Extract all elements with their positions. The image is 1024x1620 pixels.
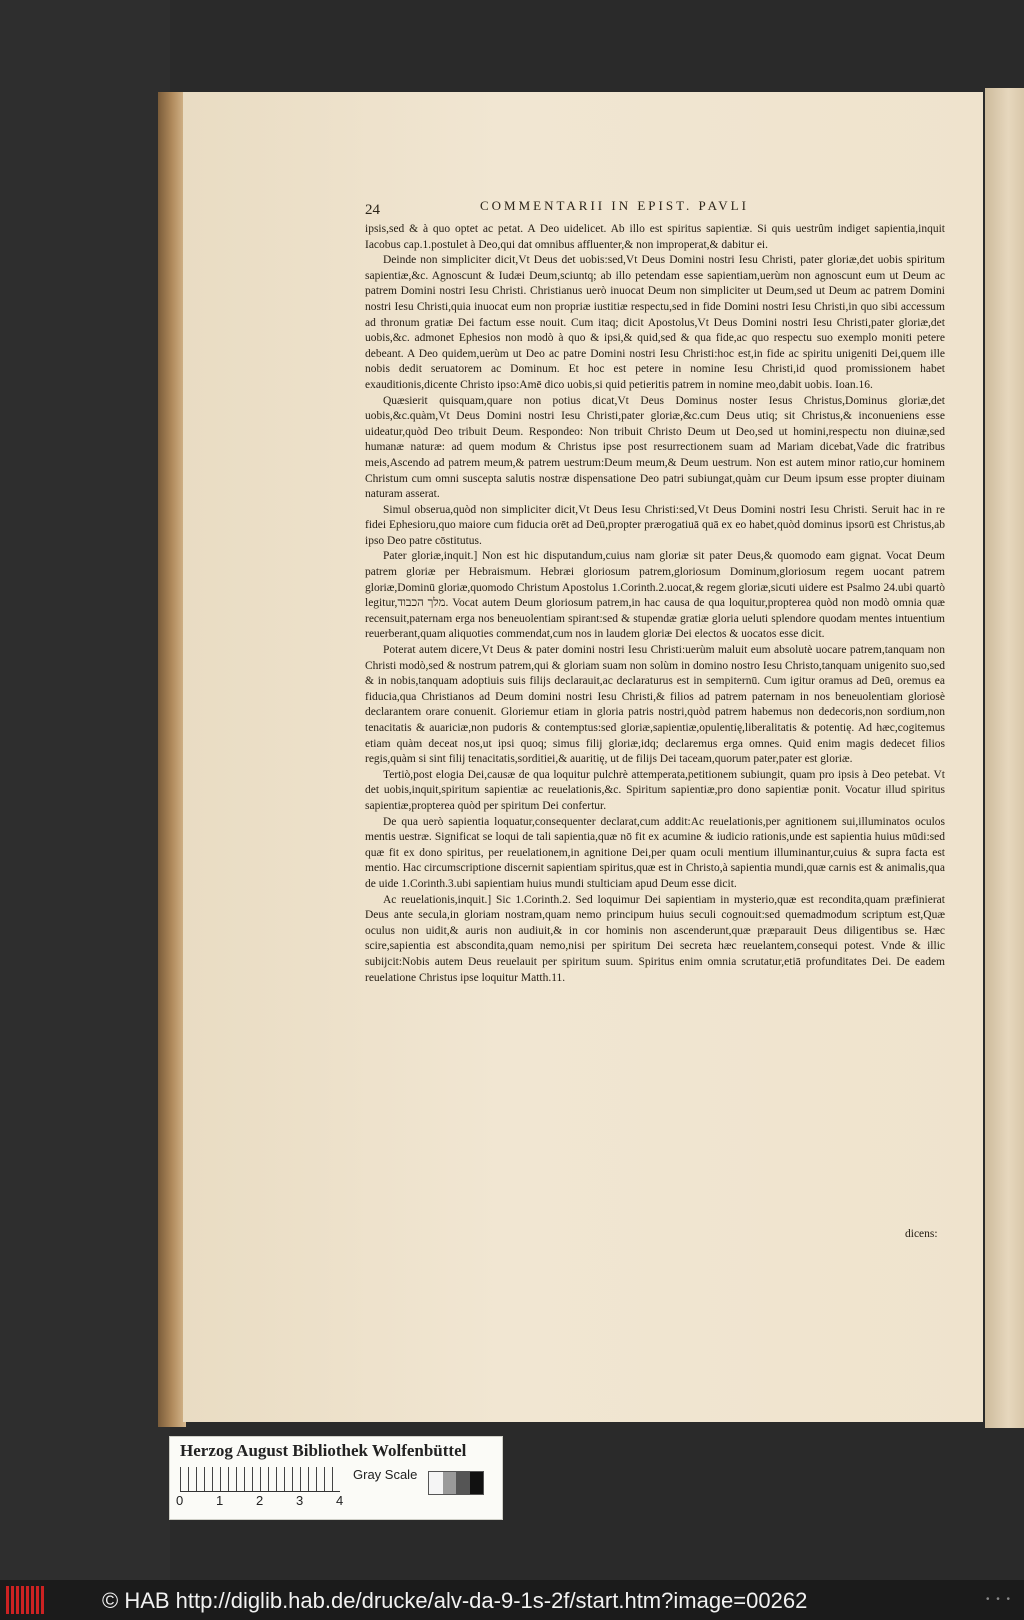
paragraph: De qua uerò sapientia loquatur,consequenter declarat,cum addit:Ac reuelationis,per agnitionem sui,illuminatos oculos mentis uestræ. Significat se loqui de tali sapientia,quæ nō fit ex acumine & iudicio rationis,unde est sapientia huius mūdi:sed quæ fit ex dono spiritus, per reuelationem,in agnitione Dei,per quam oculi mentium illuminantur,cuius & supra facta est mentio. Hac circumscriptione discernit sapientiam spiritus,quæ est in Christo,à sapientia mundi,quæ carnis est & animalis,qua de uide 1.Corinth.3.ubi sapientiam huius mundi stulticiam apud Deum esse dicit. [365, 815, 945, 890]
ruler-mark: 0 [176, 1493, 184, 1508]
paragraph: Poterat autem dicere,Vt Deus & pater domini nostri Iesu Christi:uerùm maluit eum absolutè uocare patrem,tanquam non Christi modò,sed & nostrum patrem,qui & gloriam suam non solùm in domino nostro Iesu Christo,tanquam unigenito suo,sed & in nobis,tanquam adoptiuis suis filijs declarauit,ac declaraturus est in sempiternū. Cum igitur oramus ad Deū, oremus ea fiducia,qua Christianos ad Deum domini nostri Iesu Christi,& filios ad patrem paternam in nos beneuolentiam gloriosè declarantem orare conuenit. Gloriemur etiam in gloria patris nostri,quòd patrem habemus non dedecoris,non sordium,non tenacitatis & auariciæ,non pudoris & contemptus:sed gloriæ,sapientiæ,opulentię,liberalitatis & potentię. Ad hæc,cogitemus etiam quàm deceat nos,ut ipsi quoq; simus filij gloriæ,idq; declaremus erga omnes. Quid enim magis dedecet filios regis,quàm si sint filij tenacitatis,sorditiei,& auaritię, ut de filijs Dei taceam,quorum pater,pater est gloriæ. [365, 644, 945, 766]
color-calibration-card [169, 1436, 503, 1520]
gray-patch [443, 1472, 457, 1494]
running-head: COMMENTARII IN EPIST. PAVLI [480, 198, 749, 213]
book-spine [158, 92, 186, 1427]
paragraph: ipsis,sed & à quo optet ac petat. A Deo uidelicet. Ab illo est spiritus sapientiæ. Si quis uestrûm indiget sapientia,inquit Iacobus cap.1.postulet à Deo,qui dat omnibus affluenter,& non improperat,& dabitur ei. [365, 223, 945, 251]
paragraph: Tertiò,post elogia Dei,causæ de qua loquitur pulchrè attemperata,petitionem subiungit, quam pro ipsis à Deo petebat. Vt det uobis,inquit,spiritum sapientiæ ac reuelationis,&c. Spiritum sapientiæ,pro dono sapientiæ ponit. Vocatur illud spiritus sapientiæ,propterea quòd per spiritum Dei confertur. [365, 768, 945, 812]
gray-scale-swatch [428, 1471, 484, 1495]
paragraph: Ac reuelationis,inquit.] Sic 1.Corinth.2. Sed loquimur Dei sapientiam in mysterio,quæ est recondita,quam præfinierat Deus ante secula,in gloriam nostram,quam nemo principum huius seculi cognouit:sed quemadmodum scriptum est,Quæ oculus non uidit,& auris non audiuit,& in cor hominis non ascenderunt,quæ præparauit Deus diligentibus se. Hæc scire,sapientia est abscondita,quam nemo,nisi per spiritum Dei secreta hæc reuelantem,consequi potest. Vnde & illic subijcit:Nobis autem Deus reuelauit per spiritum suum. Spiritus enim omnia scrutatur,etiā profunditates Dei. De eadem reuelatione Christus ipse loquitur Matth.11. [365, 893, 945, 984]
paragraph: Quæsierit quisquam,quare non potius dicat,Vt Deus Dominus noster Iesus Christus,Dominus gloriæ,det uobis,&c.quàm,Vt Deus Domini nostri Iesu Christi,pater gloriæ,&c.cum Deus utiq; sit Christus,& inconueniens esse uideatur,quòd Deo tribuit Deum. Respondeo: Non tribuit Christo Deum ut Deo,sed ut homini,respectu non diuinæ,sed humanæ naturæ: ad quem modum & Christus ipse post resurrectionem suam ad Mariam dicebat,Vade dic fratribus meis,Ascendo ad patrem meum,& patrem uestrum:Deum meum,& Deum uestrum. Non est autem minor ratio,cur hominem Christum cum omni suscepta salutis nostræ dispensatione Deo patri subiungat,quàm cur Deum ipsum esse propter diuinam naturam asserat. [365, 394, 945, 501]
catchword: dicens: [905, 1228, 938, 1240]
paragraph: Deinde non simpliciter dicit,Vt Deus det uobis:sed,Vt Deus Domini nostri Iesu Christi, pater gloriæ,det uobis spiritum sapientiæ,&c. Agnoscunt & Iudæi Deum,sciuntq; ab illo petendam esse sapientiam,uerùm non agnoscunt eum ut Deum ac patrem Domini nostri Iesu Christi. Christianus uerò inuocat Deum non simpliciter ut Deum,sed ut Deum ac patrem Domini nostri Iesu Christi,quia inuocat eum non propriæ iustitiæ respectu,sed in fide Domini nostri Iesu Christi,in quo sibi accessum ad thronum gratiæ Dei factum esse nouit. Cum itaq; dicit Apostolus,Vt Deus Domini nostri Iesu Christi,pater gloriæ,det uobis,&c. admonet Ephesios non modò à quo & ipsi,& quid,sed & qua fide,ac quo respectu suo exemplo moniti petere debeant. A Deo quidem,uerùm ut Deo ac patre Domini nostri Iesu Christi:hoc est,in fide ac spiritu unigeniti Dei,quem ille nobis dedit seruatorem ac Dominum. Et hoc est petere in nomine Iesu Christi,id quod promissionem habet exauditionis,dicente Christo ipso:Amē dico uobis,si quid petieritis patrem in nomine meo,dabit uobis. Ioan.16. [365, 254, 945, 391]
ruler-mark: 1 [216, 1493, 224, 1508]
footer-dots-icon: • • • [985, 1594, 1012, 1605]
library-name: Herzog August Bibliothek Wolfenbüttel [180, 1441, 467, 1460]
page-header [365, 198, 945, 218]
gray-patch [470, 1472, 484, 1494]
gray-patch [456, 1472, 470, 1494]
scan-backdrop [0, 0, 170, 1580]
footer-bar [0, 1580, 1024, 1620]
page-number: 24 [365, 202, 380, 218]
ruler-marks [176, 1493, 356, 1511]
ruler-mark: 3 [296, 1493, 304, 1508]
body-text [365, 222, 945, 1232]
hab-logo-icon [6, 1586, 46, 1614]
ruler-mark: 4 [336, 1493, 344, 1508]
ruler-mark: 2 [256, 1493, 264, 1508]
paragraph: Pater gloriæ,inquit.] Non est hic disputandum,cuius nam gloriæ sit pater Deus,& quomodo eam gignat. Vocat Deum patrem gloriæ per Hebraismum. Hebræi gloriosum patrem,gloriosum Dominum,gloriosum regem uocant patrem gloriæ,Dominū gloriæ,quomodo Christum Apostolus 1.Corinth.2.uocat,& regem gloriæ,sicuti uidere est Psalmo 24.ubi quartò legitur,מלך הכבוד. Vocat autem Deum gloriosum patrem,in hac causa de qua loquitur,propterea quòd non modò omnia quæ recensuit,paternam erga nos beneuolentiam spirant:sed & stupendæ gratiæ gloria ueluti splendore quodam mentes intuentium reuerberant,quam aliquoties commendat,cum nos in laudem gloriæ Dei electos & uocatos esse dicit. [365, 550, 945, 641]
footer-url[interactable]: © HAB http://diglib.hab.de/drucke/alv-da-9-1s-2f/start.htm?image=00262 [102, 1588, 808, 1613]
gray-scale-label: Gray Scale [353, 1467, 418, 1482]
gray-patch [429, 1472, 443, 1494]
paragraph: Simul obserua,quòd non simpliciter dicit,Vt Deus Iesu Christi:sed,Vt Deus Domini nostri Iesu Christi. Seruit hac in re fidei Ephesioru,quo maiore cum fiducia orēt ad Deū,propter prærogatiuā quā ex eo habet,quòd dominus ipsorū est Christus,ab ipso Deo patre cōstitutus. [365, 503, 945, 547]
measurement-ruler [180, 1467, 340, 1492]
facing-page-edge [985, 88, 1024, 1428]
